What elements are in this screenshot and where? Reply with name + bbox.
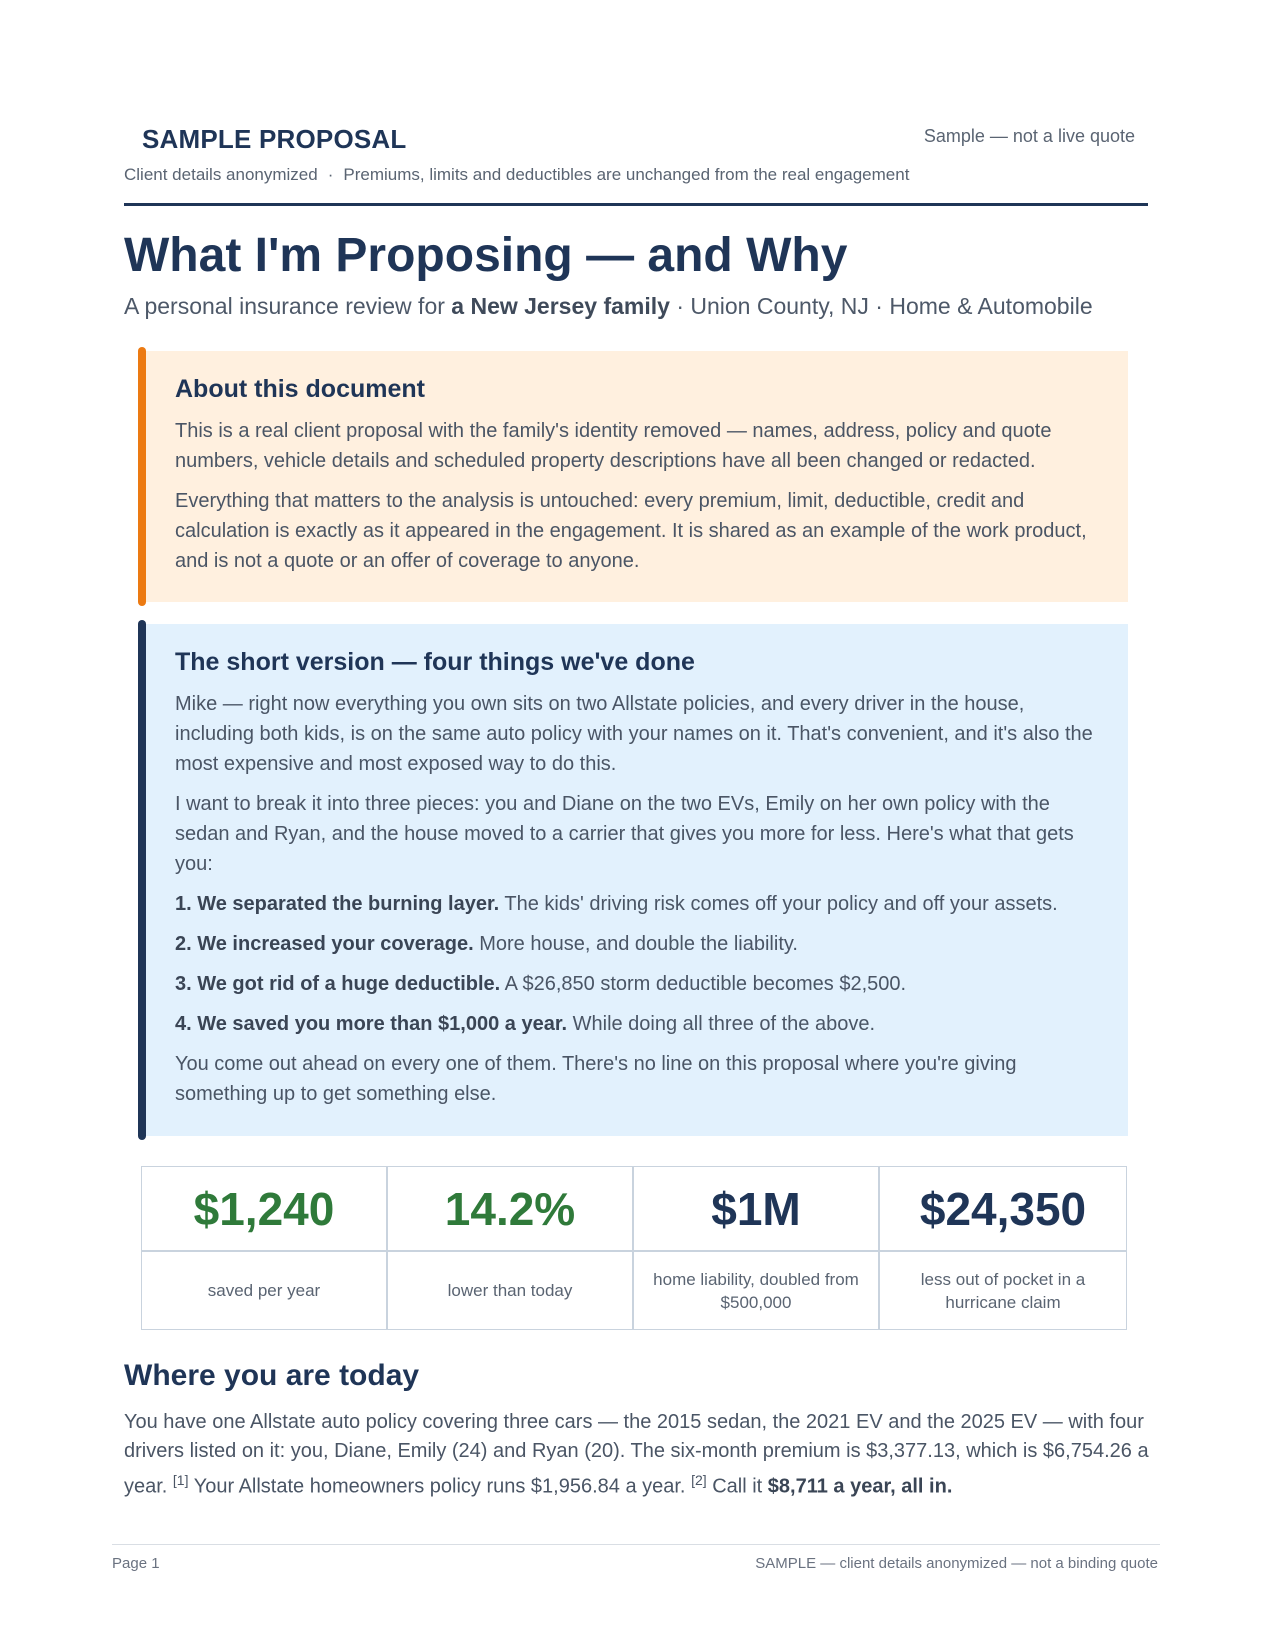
stat-label: lower than today	[447, 1281, 573, 1300]
stat-label: saved per year	[207, 1281, 321, 1300]
header-divider	[124, 203, 1148, 206]
stat-label: home liability, doubled from $500,000	[653, 1269, 859, 1312]
list-item	[175, 889, 1098, 919]
short-version-accent-bar	[138, 620, 146, 1140]
stat-annual-savings	[142, 1167, 388, 1329]
today-total: $8,711 a year, all in.	[767, 1475, 953, 1498]
page-number: Page 1	[112, 1555, 160, 1572]
list-item-text: A $26,850 storm deductible becomes $2,500.	[500, 973, 907, 995]
short-version-paragraph-1: Mike — right now everything you own sits on two Allstate policies, and every driver in the house, including both kids, is on the same auto policy with your names on it. That's convenient, and it's also the most expensive and most exposed way to do this.	[175, 693, 1093, 775]
header-subline	[124, 165, 909, 185]
today-paragraph	[124, 1408, 1154, 1502]
today-text-2: Your Allstate homeowners policy runs $1,956.84 a year.	[193, 1475, 686, 1498]
footnote-ref-2[interactable]: [2]	[691, 1472, 707, 1488]
stat-label: less out of pocket in a hurricane claim	[920, 1269, 1086, 1312]
subtitle-suffix: · Union County, NJ · Home & Automobile	[676, 293, 1093, 319]
about-callout	[138, 351, 1128, 602]
stat-value: $24,350	[880, 1167, 1126, 1252]
subtitle-prefix: A personal insurance review for	[124, 293, 445, 319]
stat-home-liability	[634, 1167, 880, 1329]
page-title: What I'm Proposing — and Why	[124, 229, 848, 282]
list-item-lead: 1. We separated the burning layer.	[175, 893, 500, 915]
list-item	[175, 1009, 1098, 1039]
about-heading: About this document	[175, 375, 425, 403]
today-text-1: You have one Allstate auto policy covering three cars — the 2015 sedan, the 2021 EV and the 2025 EV — with four drivers listed on it: you, Diane, Emily (24) and Ryan (20). The six-month premium is $3,377.13, which is $6,754.26 a year.	[124, 1411, 1149, 1498]
short-version-heading: The short version — four things we've done	[175, 648, 695, 676]
list-item-text: While doing all three of the above.	[567, 1013, 876, 1035]
subline-right: Premiums, limits and deductibles are unchanged from the real engagement	[343, 165, 910, 184]
list-item	[175, 929, 1098, 959]
short-version-callout	[138, 624, 1128, 1136]
stat-value: 14.2%	[388, 1167, 632, 1252]
subtitle-client: a New Jersey family	[451, 293, 670, 319]
section-heading-today: Where you are today	[124, 1359, 420, 1392]
footnote-ref-1[interactable]: [1]	[172, 1472, 189, 1488]
list-item-text: More house, and double the liability.	[473, 933, 798, 955]
list-item-lead: 2. We increased your coverage.	[175, 933, 474, 955]
list-item-lead: 4. We saved you more than $1,000 a year.	[175, 1013, 568, 1035]
stats-grid	[141, 1166, 1127, 1330]
about-paragraph-1: This is a real client proposal with the family's identity removed — names, address, policy and quote numbers, vehicle details and scheduled property descriptions have all been changed or redacted.	[175, 420, 1052, 472]
stat-hurricane-savings	[880, 1167, 1126, 1329]
short-version-closing: You come out ahead on every one of them. There's no line on this proposal where you're giving something up to get something else.	[175, 1053, 1017, 1105]
sample-note: Sample — not a live quote	[923, 126, 1135, 146]
about-accent-bar	[138, 347, 146, 606]
stat-value: $1M	[634, 1167, 878, 1252]
footer-disclaimer: SAMPLE — client details anonymized — not a binding quote	[755, 1555, 1158, 1572]
list-item-text: The kids' driving risk comes off your policy and off your assets.	[499, 893, 1058, 915]
brand-title: SAMPLE PROPOSAL	[142, 124, 407, 154]
list-item-lead: 3. We got rid of a huge deductible.	[175, 973, 501, 995]
page-subtitle	[124, 293, 1093, 320]
footer-divider	[112, 1544, 1160, 1545]
subline-left: Client details anonymized	[124, 165, 318, 184]
list-item	[175, 969, 1098, 999]
subline-separator: ·	[327, 165, 334, 184]
about-paragraph-2: Everything that matters to the analysis is untouched: every premium, limit, deductible, credit and calculation is exactly as it appeared in the engagement. It is shared as an example of the work product, and is not a quote or an offer of coverage to anyone.	[175, 490, 1087, 572]
today-text-3: Call it	[712, 1475, 763, 1498]
stat-percent-lower	[388, 1167, 634, 1329]
short-version-paragraph-2: I want to break it into three pieces: you and Diane on the two EVs, Emily on her own policy with the sedan and Ryan, and the house moved to a carrier that gives you more for less. Here's what that gets you:	[175, 793, 1074, 875]
stat-value: $1,240	[142, 1167, 386, 1252]
